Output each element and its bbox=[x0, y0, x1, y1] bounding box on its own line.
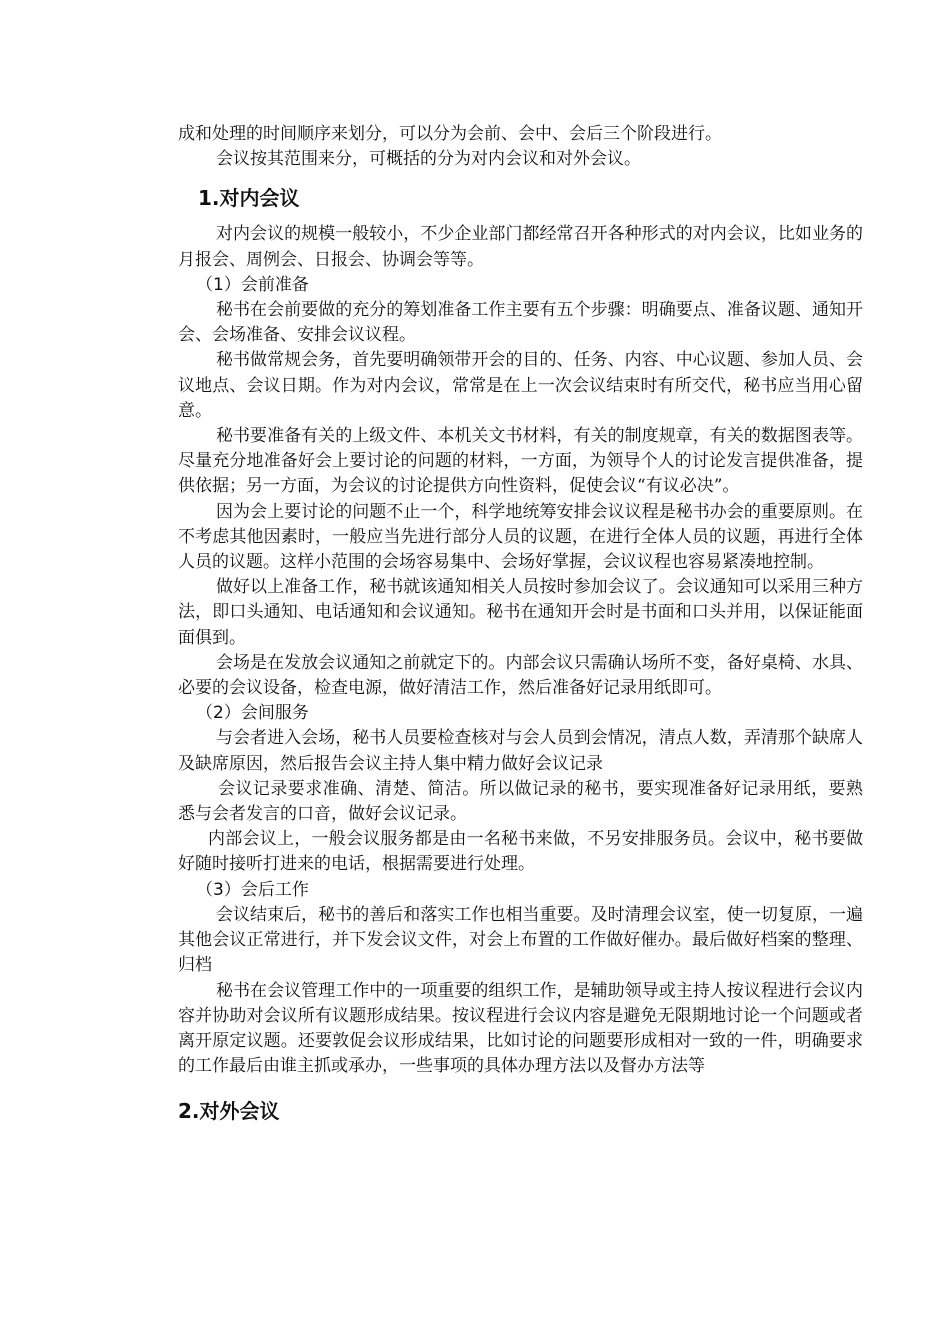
subheading-post-meeting: （3）会后工作 bbox=[196, 879, 309, 900]
paragraph-14: 秘书在会议管理工作中的一项重要的组织工作，是辅助领导或主持人按议程进行会议内容并协助对会议所有议题形成结果。按议程进行会议内容是避免无限期地讨论一个问题或者离开原定议题。还要敦促会议形成结果，比如讨论的问题要形成相对一致的一件，明确要求的工作最后由谁主抓或承办，一些事项的具体办理方法以及督办方法等 bbox=[178, 980, 863, 1077]
paragraph-6: 秘书要准备有关的上级文件、本机关文书材料，有关的制度规章，有关的数据图表等。尽量充分地准备好会上要讨论的问题的材料，一方面，为领导个人的讨论发言提供准备，提供依据；另一方面，为会议的讨论提供方向性资料，促使会议“有议必决”。 bbox=[178, 426, 863, 497]
document-page bbox=[178, 122, 863, 1135]
paragraph-10: 与会者进入会场，秘书人员要检查核对与会人员到会情况，清点人数，弄清那个缺席人及缺席原因，然后报告会议主持人集中精力做好会议记录 bbox=[178, 728, 863, 774]
paragraph-1: 成和处理的时间顺序来划分，可以分为会前、会中、会后三个阶段进行。 bbox=[178, 124, 722, 144]
paragraph-4: 秘书在会前要做的充分的筹划准备工作主要有五个步骤：明确要点、准备议题、通知开会、会场准备、安排会议议程。 bbox=[178, 300, 863, 346]
paragraph-13: 会议结束后，秘书的善后和落实工作也相当重要。及时清理会议室，使一切复原，一遍其他会议正常进行，并下发会议文件，对会上布置的工作做好催办。最后做好档案的整理、归档 bbox=[178, 904, 863, 976]
paragraph-8: 做好以上准备工作，秘书就该通知相关人员按时参加会议了。会议通知可以采用三种方法，即口头通知、电话通知和会议通知。秘书在通知开会时是书面和口头并用，以保证能面面俱到。 bbox=[178, 577, 863, 648]
subheading-during-meeting: （2）会间服务 bbox=[196, 703, 309, 724]
paragraph-11: 会议记录要求准确、清楚、简洁。所以做记录的秘书，要实现准备好记录用纸，要熟悉与会者发言的口音，做好会议记录。 bbox=[178, 778, 863, 825]
paragraph-2: 会议按其范围来分，可概括的分为对内会议和对外会议。 bbox=[216, 149, 641, 170]
paragraph-5: 秘书做常规会务，首先要明确领带开会的目的、任务、内容、中心议题、参加人员、会议地点、会议日期。作为对内会议，常常是在上一次会议结束时有所交代，秘书应当用心留意。 bbox=[178, 350, 863, 421]
heading-internal-meetings: 1.对内会议 bbox=[198, 186, 300, 211]
paragraph-9: 会场是在发放会议通知之前就定下的。内部会议只需确认场所不变，备好桌椅、水具、必要的会议设备，检查电源，做好清洁工作，然后准备好记录用纸即可。 bbox=[178, 652, 863, 699]
paragraph-7: 因为会上要讨论的问题不止一个，科学地统筹安排会议议程是秘书办会的重要原则。在不考虑其他因素时，一般应当先进行部分人员的议题，在进行全体人员的议题，再进行全体人员的议题。这样小范围的会场容易集中、会场好掌握，会议议程也容易紧凑地控制。 bbox=[178, 501, 863, 573]
subheading-pre-meeting: （1）会前准备 bbox=[196, 274, 309, 295]
paragraph-3: 对内会议的规模一般较小，不少企业部门都经常召开各种形式的对内会议，比如业务的月报会、周例会、日报会、协调会等等。 bbox=[178, 224, 863, 270]
heading-external-meetings: 2.对外会议 bbox=[178, 1099, 280, 1124]
paragraph-12: 内部会议上，一般会议服务都是由一名秘书来做，不另安排服务员。会议中，秘书要做好随时接听打进来的电话，根据需要进行处理。 bbox=[178, 829, 863, 875]
